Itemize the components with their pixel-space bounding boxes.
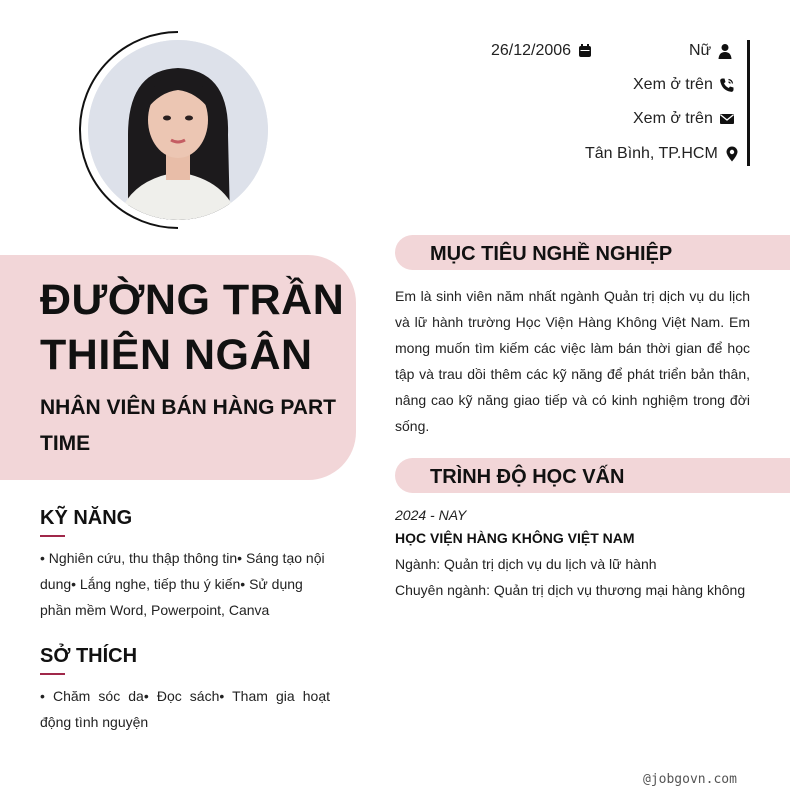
email-text: Xem ở trên xyxy=(633,110,713,127)
avatar-container xyxy=(78,30,278,230)
job-title: NHÂN VIÊN BÁN HÀNG PART TIME xyxy=(40,396,336,455)
portrait-photo xyxy=(88,40,268,220)
contact-dob xyxy=(491,42,593,60)
contact-email xyxy=(633,110,735,128)
phone-text: Xem ở trên xyxy=(633,76,713,93)
hobbies-underline xyxy=(40,673,65,675)
skills-title: KỸ NĂNG xyxy=(40,507,133,529)
education-major: Ngành: Quản trị dịch vụ du lịch và lữ hành xyxy=(395,556,657,572)
user-icon xyxy=(717,43,733,59)
education-school: HỌC VIỆN HÀNG KHÔNG VIỆT NAM xyxy=(395,530,635,546)
skills-text: • Nghiên cứu, thu thập thông tin• Sáng tạo nội dung• Lắng nghe, tiếp thu ý kiến• Sử dụng phần mềm Word, Powerpoint, Canva xyxy=(40,550,325,618)
name-line-1: ĐƯỜNG TRẦN xyxy=(40,276,345,324)
avatar xyxy=(88,40,268,220)
skills-underline xyxy=(40,535,65,537)
education-specialization: Chuyên ngành: Quản trị dịch vụ thương mại hàng không xyxy=(395,582,746,598)
contact-address xyxy=(585,145,740,163)
hobbies-text: • Chăm sóc da• Đọc sách• Tham gia hoạt động tình nguyện xyxy=(40,688,330,730)
mail-icon xyxy=(719,111,735,127)
contact-gender xyxy=(689,42,733,60)
objective-title: MỤC TIÊU NGHỀ NGHIỆP xyxy=(430,243,673,265)
calendar-icon xyxy=(577,43,593,59)
education-title: TRÌNH ĐỘ HỌC VẤN xyxy=(430,466,625,488)
name-line-2: THIÊN NGÂN xyxy=(40,331,313,379)
contact-divider-bar xyxy=(747,40,750,166)
phone-icon xyxy=(719,77,735,93)
education-period: 2024 - NAY xyxy=(395,507,467,523)
hobbies-title: SỞ THÍCH xyxy=(40,645,138,667)
dob-text: 26/12/2006 xyxy=(491,42,572,59)
footer-watermark: @jobgovn.com xyxy=(643,772,737,787)
location-pin-icon xyxy=(724,146,740,162)
contact-phone xyxy=(633,76,735,94)
gender-text: Nữ xyxy=(689,42,712,59)
objective-text: Em là sinh viên năm nhất ngành Quản trị dịch vụ du lịch và lữ hành trường Học Viện Hàng Không Việt Nam. Em mong muốn tìm kiếm các việc làm bán thời gian để học tập và trau dồi thêm các kỹ năng để phát triển bản thân, nâng cao kỹ năng giao tiếp và có kinh nghiệm trong đời sống. xyxy=(395,288,750,434)
address-text: Tân Bình, TP.HCM xyxy=(585,145,718,162)
